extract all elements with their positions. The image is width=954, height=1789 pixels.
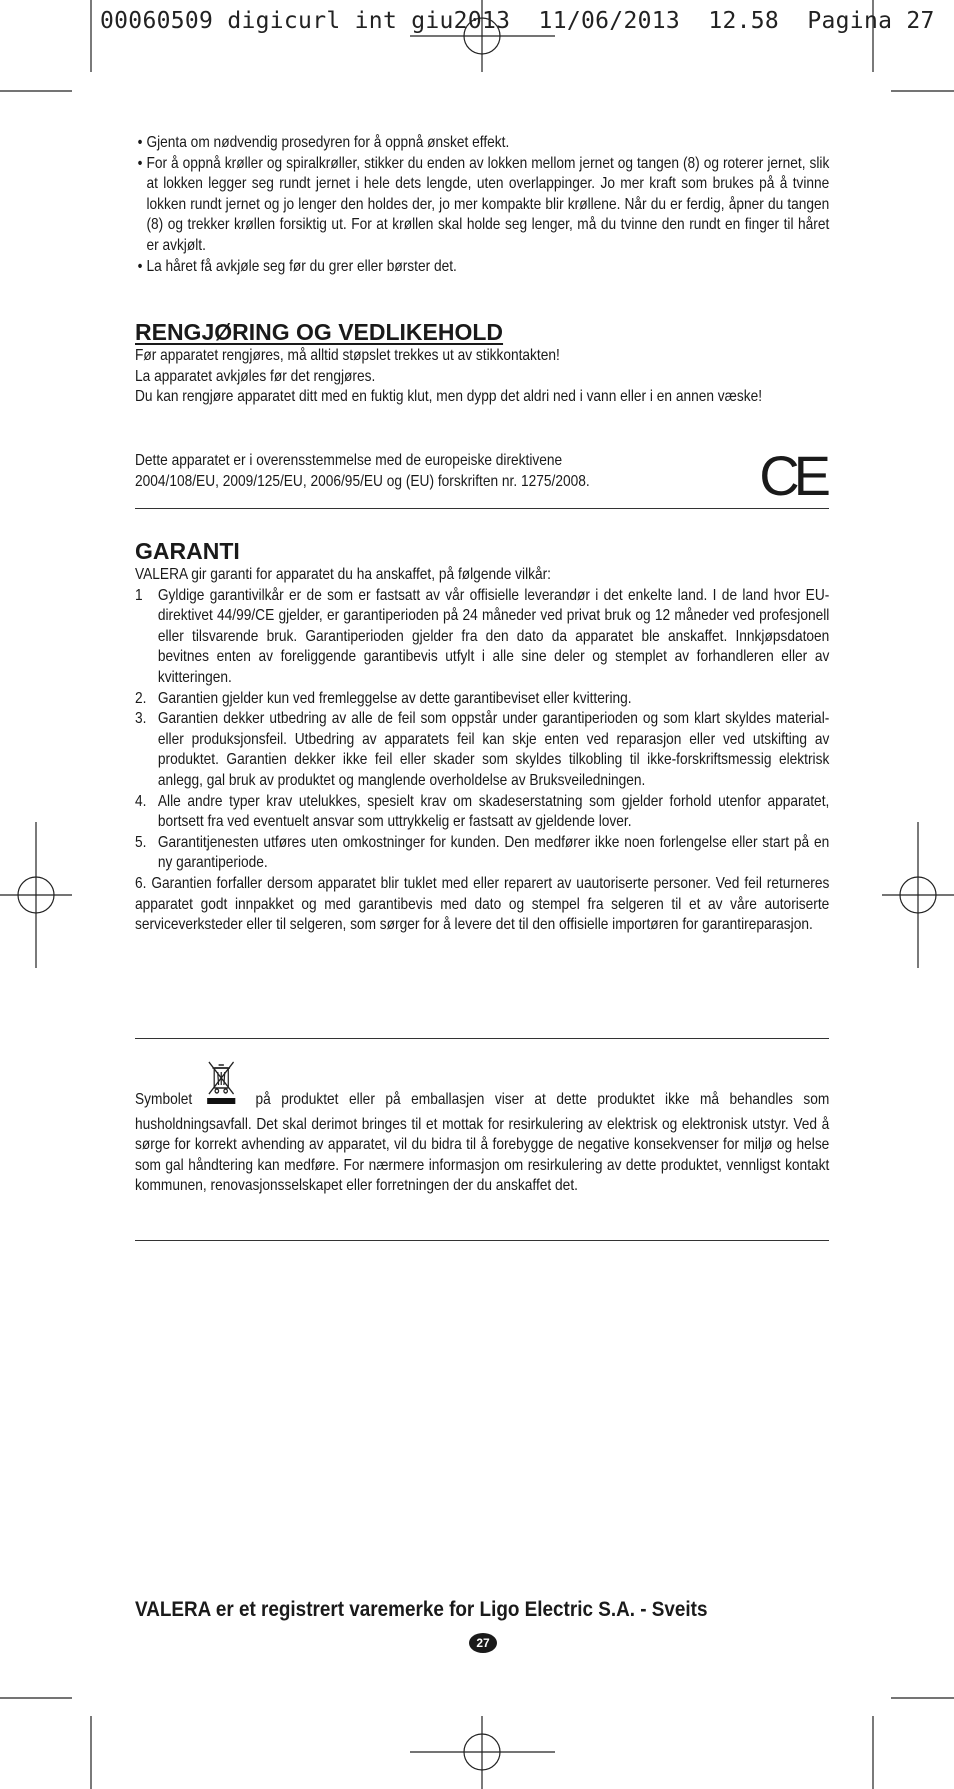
cleaning-line: Før apparatet rengjøres, må alltid støpslet trekkes ut av stikkontakten! [135, 347, 560, 364]
cleaning-line: Du kan rengjøre apparatet ditt med en fuktig klut, men dypp det aldri ned i vann eller i en annen væske! [135, 388, 763, 406]
warranty-section [135, 537, 829, 936]
list-item: 3. Garantien dekker utbedring av alle de feil som oppstår under garantiperioden og som klart skyldes material- eller produksjonsfeil. Utbedring av apparatets feil kan skje enten ved reparasjon eller ved utskifting av produktet. Garantien dekker ikke feil eller skader som skyldes tilkobling til ikke-forskriftsmessig elektrisk anlegg, gal bruk av produktet og manglende overholdelse av Bruksveiledningen. [135, 710, 830, 789]
usage-bullets [135, 133, 829, 277]
list-item: 2. Garantien gjelder kun ved fremleggelse av dette garantibeviset eller kvittering. [135, 689, 632, 707]
divider [135, 1038, 829, 1039]
divider [135, 508, 829, 509]
list-item: • La håret få avkjøle seg før du grer eller børster det. [137, 257, 457, 275]
page-number-badge: 27 [469, 1633, 497, 1653]
warranty-text [135, 565, 829, 936]
ce-mark-icon: CE [759, 444, 825, 507]
cleaning-line: La apparatet avkjøles før det rengjøres. [135, 367, 376, 385]
cleaning-text [135, 346, 829, 408]
disposal-section [135, 1060, 829, 1197]
cleaning-section [135, 318, 829, 408]
warranty-intro: VALERA gir garanti for apparatet du ha anskaffet, på følgende vilkår: [135, 566, 551, 583]
list-item: 4. Alle andre typer krav utelukkes, spesielt krav om skadeserstatning som gjelder forhold utenfor apparatet, bortsett fra ved eventuelt ansvar som uttrykkelig er fastsatt av gjeldende lover. [135, 792, 830, 831]
list-item: 1 Gyldige garantivilkår er de som er fastsatt av vår offisielle leverandør i det enkelte land. I de land hvor EU-direktivet 44/99/CE gjelder, er garantiperioden på 24 måneder ved privat bruk og 12 måneder ved profesjonell eller tilsvarende bruk. Garantiperioden gjelder fra den dato da apparatet ble anskaffet. Innkjøpsdatoen bevitnes enten av foreliggende garantibevis utfylt i alle sine deler og stemplet av forhandleren eller av kvitteringen. [135, 586, 830, 686]
divider [135, 1240, 829, 1241]
print-slug: 00060509 digicurl int giu2013 11/06/2013 12.58 Pagina 27 [100, 8, 935, 34]
disposal-text: Symbolet på produktet eller på emballasjen viser at dette produktet ikke må behandles som husholdningsavfall. Det skal derimot bringes til et mottak for resirkulering av elektrisk og elektronisk utstyr. Ved å sørge for korrekt avhending av apparatet, vil du bidra til å forebygge de negative konsekvenser for miljø og helse som gal håndtering kan medføre. For nærmere informasjon om resirkulering av dette produktet, vennligst kontakt kommunen, renovasjonsselskapet eller forretningen der du anskaffet det. [135, 1060, 829, 1197]
list-item: 5. Garantitjenesten utføres uten omkostninger for kunden. Den medfører ikke noen forlengelse eller start på en ny garantiperiode. [135, 833, 830, 872]
registration-mark-right-icon [882, 822, 954, 968]
weee-bin-icon [208, 1094, 240, 1115]
conformity-text: Dette apparatet er i overensstemmelse med de europeiske direktivene 2004/108/EU, 2009/125/EU, 2006/95/EU og (EU) forskriften nr. 1275/2008. [135, 452, 590, 490]
registration-mark-left-icon [0, 822, 72, 968]
warranty-title: GARANTI [135, 538, 240, 564]
warranty-list [135, 586, 829, 874]
usage-section [135, 133, 829, 277]
list-item: • Gjenta om nødvendig prosedyren for å oppnå ønsket effekt. [137, 134, 510, 151]
trademark-note: VALERA er et registrert varemerke for Ligo Electric S.A. - Sveits [135, 1598, 708, 1621]
list-item: • For å oppnå krøller og spiralkrøller, stikker du enden av lokken mellom jernet og tangen (8) og roterer jernet, slik at lokken legger seg rundt jernet i hele dets lengde, uten overlappinger. Jo mer kraft som brukes på å tvinne lokken rundt jernet og jo lenger den holdes der, jo mer kompakte blir krøllene. Når du er ferdig, åpner du tangen (8) og trekker krøllen forsiktig ut. For at krøllen skal holde seg lenger, må du tvinne den rundt en finger til håret er avkjølt. [137, 154, 830, 254]
conformity-row [135, 444, 829, 507]
warranty-item-6: 6. Garantien forfaller dersom apparatet blir tuklet med eller reparert av uautoriserte personer. Ved feil returneres apparatet godt innpakket og med garantibevis med dato og stempel fra selgeren til et av våre autoriserte serviceverksteder eller til selgeren, som sørger for å levere det til den offisielle importøren for garantireparasjon. [135, 874, 830, 934]
cleaning-title: RENGJØRING OG VEDLIKEHOLD [135, 319, 504, 345]
registration-mark-bottom-icon [410, 1716, 555, 1789]
